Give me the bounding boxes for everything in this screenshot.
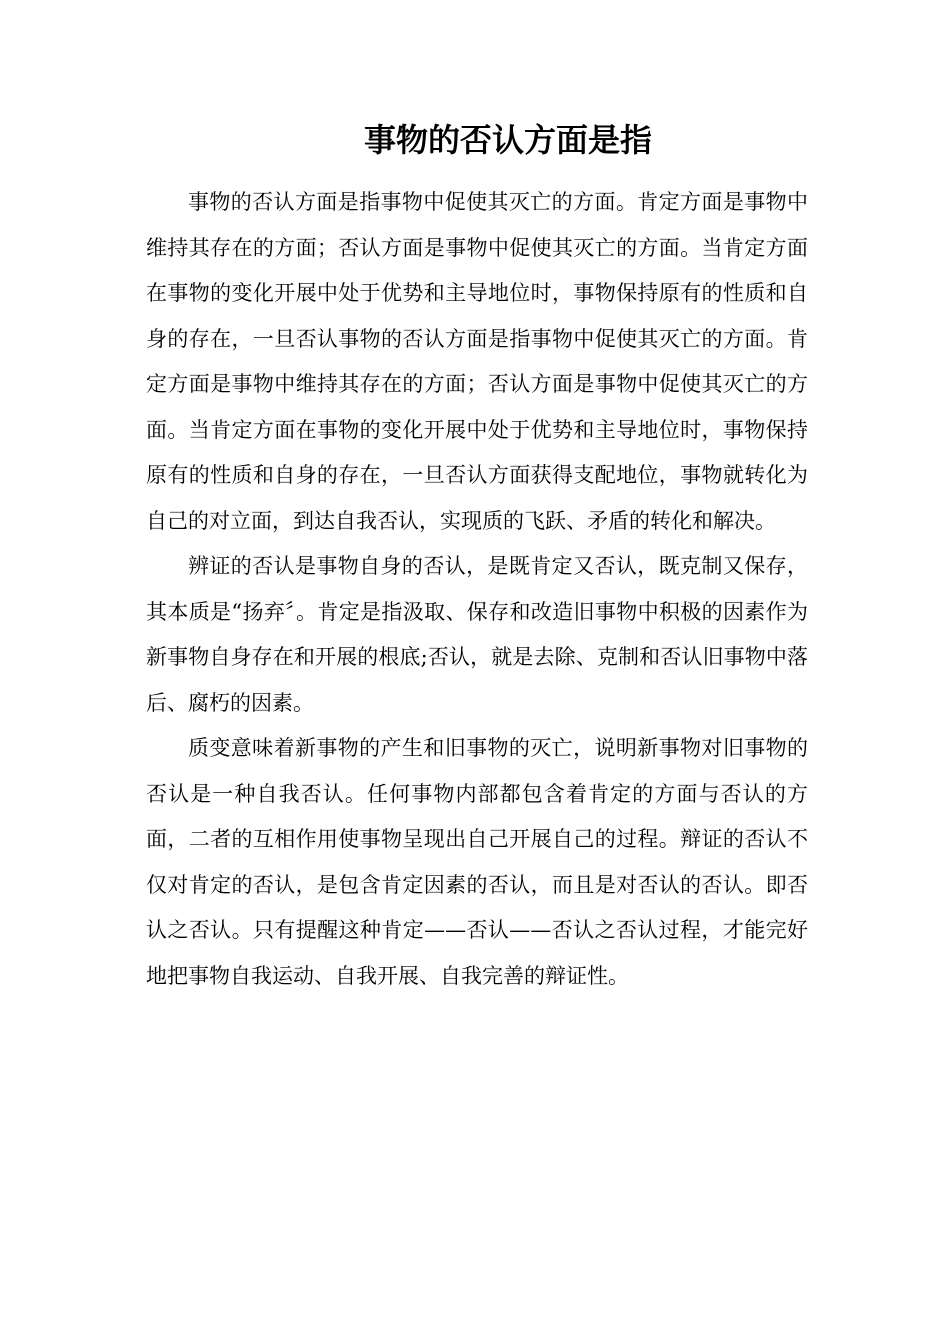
document-title: 事物的否认方面是指 — [363, 121, 652, 159]
document-body — [146, 180, 808, 999]
paragraph-1: 事物的否认方面是指事物中促使其灭亡的方面。肯定方面是事物中维持其存在的方面；否认方面是事物中促使其灭亡的方面。当肯定方面在事物的变化开展中处于优势和主导地位时，事物保持原有的性质和自身的存在，一旦否认事物的否认方面是指事物中促使其灭亡的方面。肯定方面是事物中维持其存在的方面；否认方面是事物中促使其灭亡的方面。当肯定方面在事物的变化开展中处于优势和主导地位时，事物保持原有的性质和自身的存在，一旦否认方面获得支配地位，事物就转化为自己的对立面，到达自我否认，实现质的飞跃、矛盾的转化和解决。 — [146, 190, 808, 533]
paragraph-2: 辨证的否认是事物自身的否认，是既肯定又否认，既克制又保存，其本质是“扬弃〞。肯定是指汲取、保存和改造旧事物中积极的因素作为新事物自身存在和开展的根底;否认，就是去除、克制和否认旧事物中落后、腐朽的因素。 — [146, 554, 808, 715]
paragraph-3: 质变意味着新事物的产生和旧事物的灭亡，说明新事物对旧事物的否认是一种自我否认。任何事物内部都包含着肯定的方面与否认的方面，二者的互相作用使事物呈现出自己开展自己的过程。辩证的否认不仅对肯定的否认，是包含肯定因素的否认，而且是对否认的否认。即否认之否认。只有提醒这种肯定——否认——否认之否认过程，才能完好地把事物自我运动、自我开展、自我完善的辩证性。 — [146, 736, 808, 988]
